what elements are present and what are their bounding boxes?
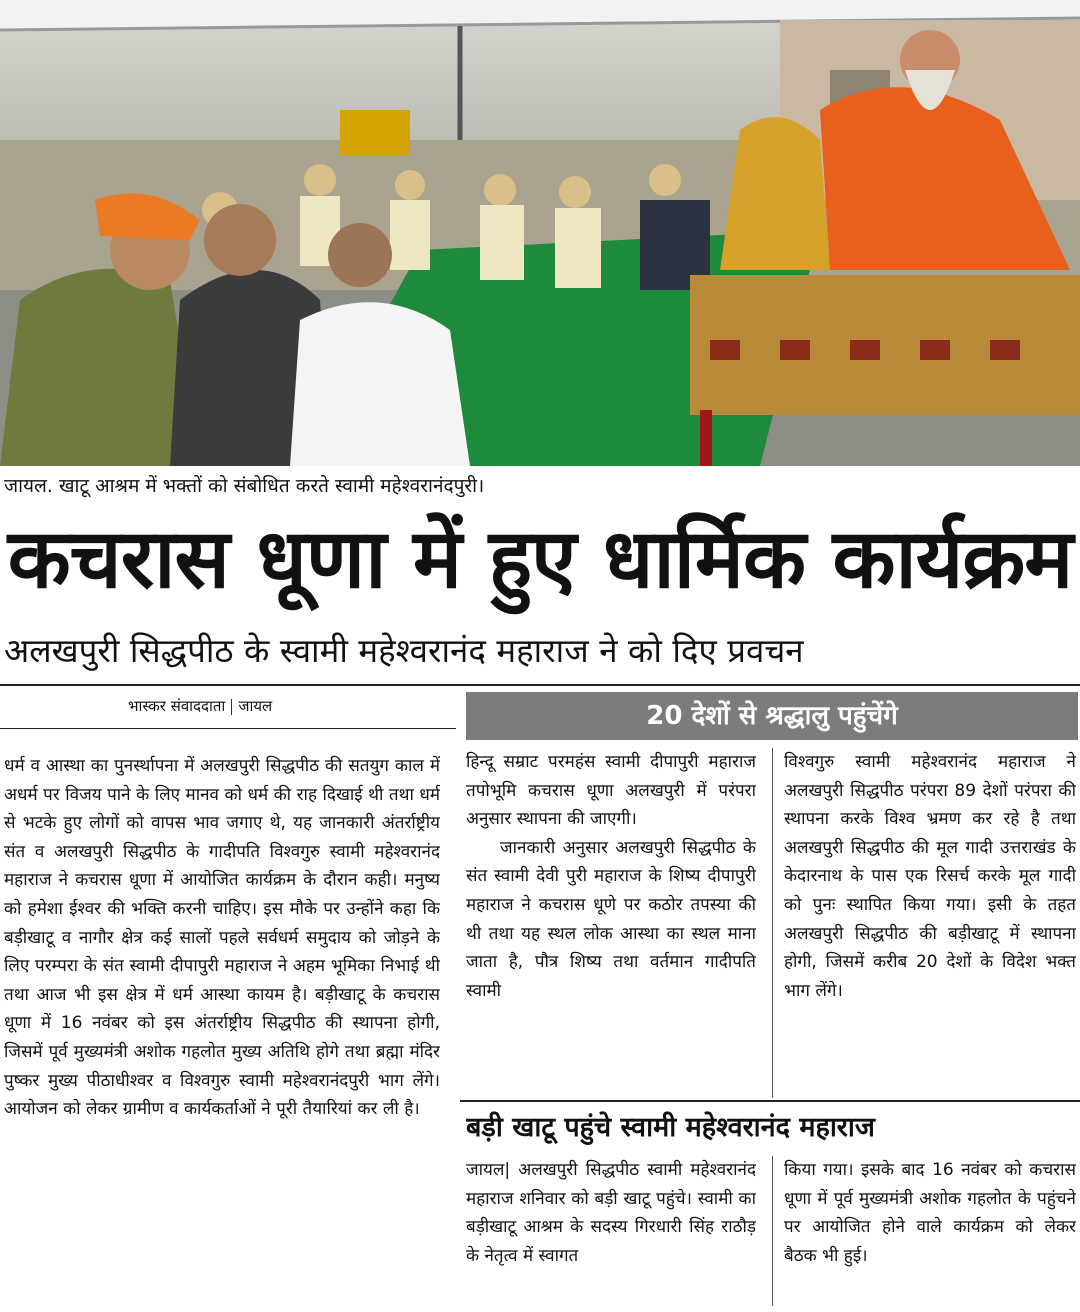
section-2-column-2-text: जायल| अलखपुरी सिद्धपीठ स्वामी महेश्वरानंद महाराज शनिवार को बड़ी खाटू पहुंचे। स्वामी का बड़ीखाटू आश्रम के सदस्य गिरधारी सिंह राठौड़ के नेतृत्व में स्वागत: [466, 1160, 756, 1266]
section-2-column-divider: [772, 1156, 773, 1306]
byline-location: जायल: [238, 697, 273, 715]
headline: कचरास धूणा में हुए धार्मिक कार्यक्रम: [7, 512, 1073, 607]
news-photo: [0, 0, 1080, 466]
column-divider: [772, 748, 773, 1098]
column-2-para-2: जानकारी अनुसार अलखपुरी सिद्धपीठ के संत स्वामी देवी पुरी महाराज के शिष्य दीपापुरी महाराज ने कचरास धूणे पर कठोर तपस्या की थी तथा यह स्थल लोक आस्था का स्थल माना जाता है, पौत्र शिष्य तथा वर्तमान गादीपति स्वामी: [466, 837, 756, 1001]
subheadline: अलखपुरी सिद्धपीठ के स्वामी महेश्वरानंद महाराज ने को दिए प्रवचन: [4, 631, 804, 670]
section-2-heading: बड़ी खाटू पहुंचे स्वामी महेश्वरानंद महाराज: [466, 1112, 875, 1143]
photo-caption: जायल. खाटू आश्रम में भक्तों को संबोधित करते स्वामी महेश्वरानंदपुरी।: [4, 475, 485, 497]
section-2-column-3-text: किया गया। इसके बाद 16 नवंबर को कचरास धूणा में पूर्व मुख्यमंत्री अशोक गहलोत के पहुंचने पर आयोजित होने वाले कार्यक्रम को लेकर बैठक भी हुई।: [784, 1160, 1076, 1266]
column-1: [4, 752, 440, 1312]
section-2-column-2: [466, 1156, 756, 1312]
photo-icon: [0, 0, 1080, 466]
column-3: [784, 748, 1076, 1094]
column-2-para-1: हिन्दू सम्राट परमहंस स्वामी दीपापुरी महाराज तपोभूमि कचरास धूणा अलखपुरी में परंपरा अनुसार स्थापना की जाएगी।: [466, 752, 756, 830]
section-2-column-3: [784, 1156, 1076, 1312]
column-1-text: धर्म व आस्था का पुनर्स्थापना में अलखपुरी सिद्धपीठ की सतयुग काल में अधर्म पर विजय पाने के लिए मानव को धर्म की राह दिखाई थी तथा धर्म से भटके हुए लोगों को वापस भाव जगाए थे, यह जानकारी अंतर्राष्ट्रीय संत व अलखपुरी सिद्धपीठ के गादीपति विश्वगुरु स्वामी महेश्वरानंद महाराज ने कचरास धूणा में आयोजित कार्यक्रम के दौरान कही। मनुष्य को हमेशा ईश्वर की भक्ति करनी चाहिए। इस मौके पर उन्होंने कहा कि बड़ीखाटू व नागौर क्षेत्र कई सालों पहले सर्वधर्म समुदाय को जोड़ने के लिए परम्परा के संत स्वामी दीपापुरी महाराज ने अहम भूमिका निभाई थी तथा आज भी इस क्षेत्र में धर्म आस्था कायम है। बड़ीखाटू के कचरास धूणा में 16 नवंबर को इस अंतर्राष्ट्रीय सिद्धपीठ की स्थापना होगी, जिसमें पूर्व मुख्यमंत्री अशोक गहलोत मुख्य अतिथि होगे तथा ब्रह्मा मंदिर पुष्कर मुख्य पीठाधीश्वर व विश्वगुरु स्वामी महेश्वरानंदपुरी भाग लेंगे। आयोजन को लेकर ग्रामीण व कार्यकर्ताओं ने पूरी तैयारियां कर ली है।: [4, 756, 440, 1120]
byline-separator: [231, 699, 232, 715]
column-3-text: विश्वगुरु स्वामी महेश्वरानंद महाराज ने अलखपुरी सिद्धपीठ परंपरा 89 देशों परंपरा की स्थापना करके विश्व भ्रमण कर रहे है तथा अलखपुरी सिद्धपीठ की मूल गादी उत्तराखंड के केदारनाथ के पास एक रिसर्च करके मूल गादी को पुनः स्थापित किया गया। इसी के तहत अलखपुरी सिद्धपीठ की बड़ीखाटू में स्थापना होगी, जिसमें करीब 20 देशों के विदेश भक्त भाग लेंगे।: [784, 752, 1076, 1001]
byline: [128, 696, 272, 716]
section-divider: [460, 1100, 1080, 1102]
byline-reporter: भास्कर संवाददाता: [128, 697, 226, 715]
box-heading: 20 देशों से श्रद्धालु पहुंचेंगे: [466, 692, 1078, 740]
column-2: [466, 748, 756, 1094]
byline-divider: [0, 728, 456, 729]
divider: [0, 684, 1080, 686]
